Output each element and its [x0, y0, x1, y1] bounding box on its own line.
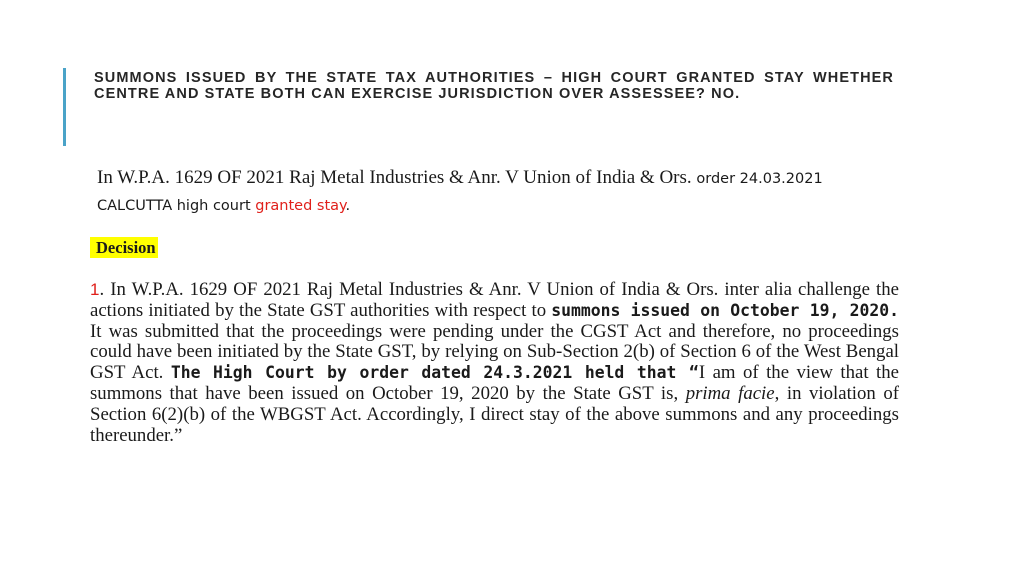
accent-bar	[63, 68, 66, 146]
paragraph-text-4: , in violation of Section 6(2)(b) of the WBGST Act. Accordingly, I direct stay of the above summons and any proceedings thereunder.”	[90, 382, 899, 446]
case-summary-line	[97, 165, 902, 219]
order-text: order 24.03.2021 CALCUTTA high court	[97, 171, 823, 214]
paragraph-text-1: . In W.P.A. 1629 OF 2021 Raj Metal Industries & Anr. V Union of India & Ors. inter alia challenge the actions initiated by the State GST authorities with respect to	[90, 279, 899, 321]
paragraph-italic: prima facie	[685, 382, 775, 404]
slide-title: SUMMONS ISSUED BY THE STATE TAX AUTHORITIES – HIGH COURT GRANTED STAY WHETHER CENTRE AND STATE BOTH CAN EXERCISE JURISDICTION OVER ASSESSEE? NO.	[94, 70, 894, 102]
paragraph-text-2: It was submitted that the proceedings were pending under the CGST Act and therefore, no proceedings could have been initiated by the State GST, by relying on Sub-Section 2(b) of Section 6 of the West Bengal GST Act.	[90, 320, 899, 384]
case-citation: In W.P.A. 1629 OF 2021 Raj Metal Industries & Anr. V Union of India & Ors.	[97, 167, 697, 188]
paragraph-text-3: I am of the view that the summons that have been issued on October 19, 2020 by the State GST is,	[90, 362, 899, 404]
case-line-period: .	[345, 198, 351, 214]
decision-paragraph	[90, 280, 899, 446]
decision-heading: Decision	[90, 237, 158, 258]
paragraph-bold-2: The High Court by order dated 24.3.2021 held that “	[170, 363, 699, 383]
granted-stay-text: granted stay	[255, 198, 346, 214]
paragraph-number: 1	[90, 280, 100, 299]
paragraph-bold-1: summons issued on October 19, 2020.	[551, 300, 899, 320]
